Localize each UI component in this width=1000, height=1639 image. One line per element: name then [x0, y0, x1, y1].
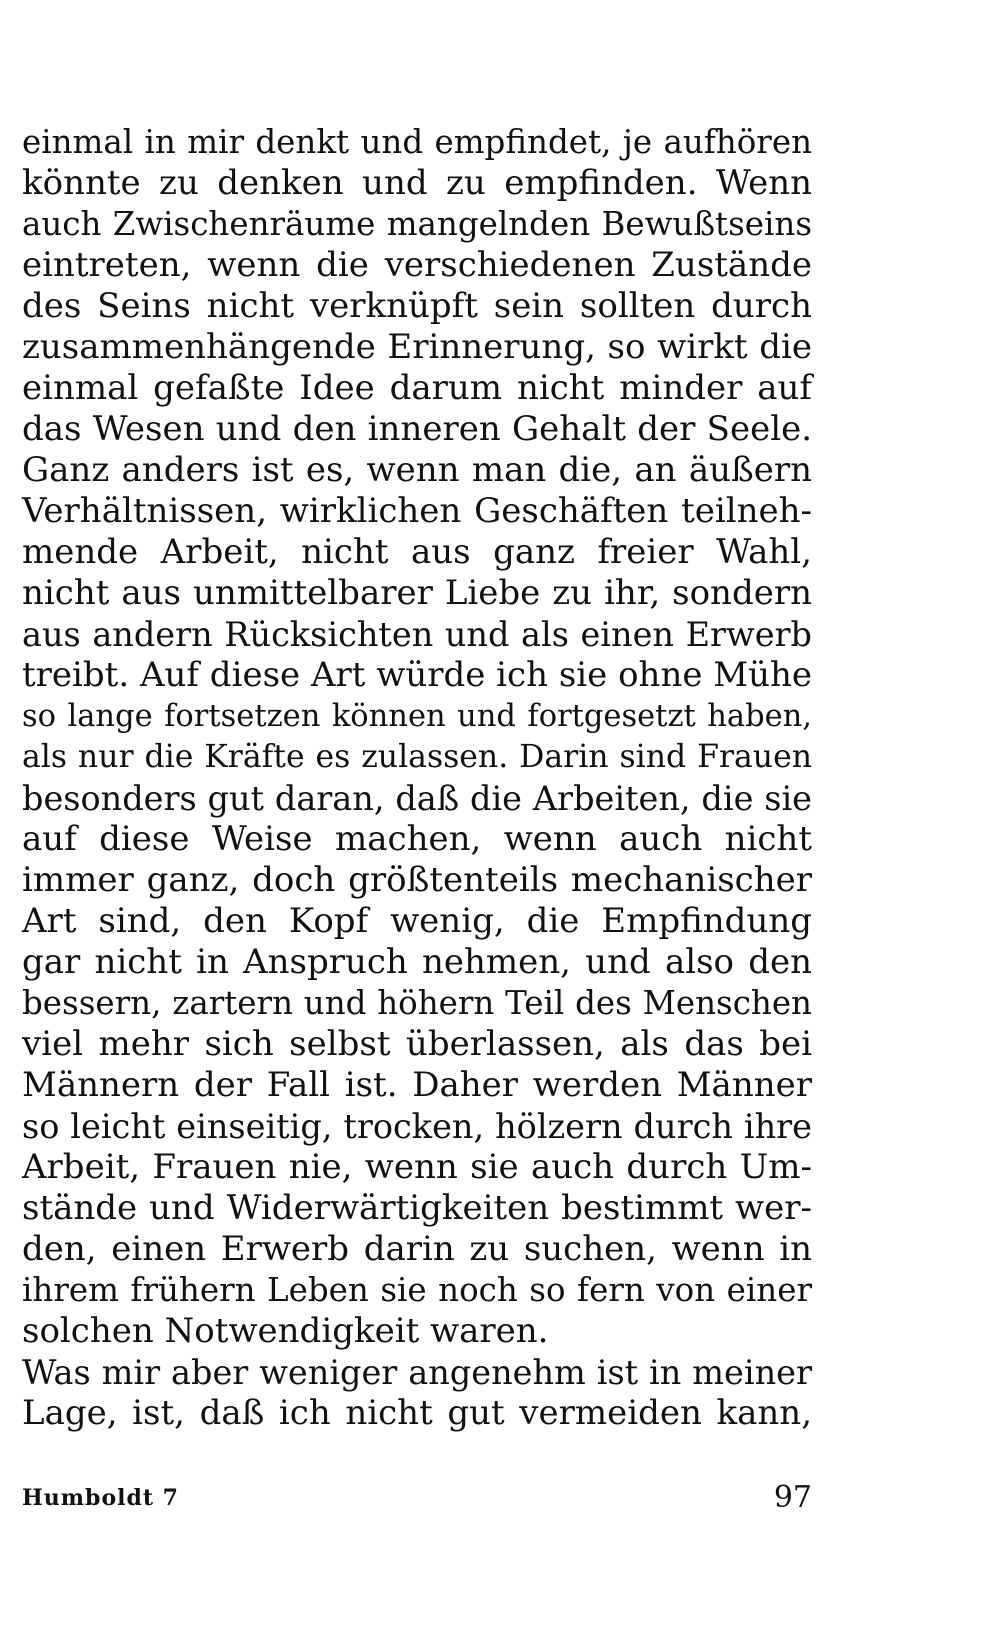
text-line: bessern, zartern und höhern Teil des Menschen: [22, 984, 812, 1022]
text-line: immer ganz, doch größtenteils mechanischer: [22, 860, 812, 900]
text-line: auch Zwischenräume mangelnden Bewußtseins: [22, 205, 812, 243]
text-line: auf diese Weise machen, wenn auch nicht: [22, 819, 812, 859]
text-line: gar nicht in Anspruch nehmen, und also den: [22, 942, 812, 982]
text-line: einmal in mir denkt und empfindet, je aufhören: [22, 123, 812, 161]
text-line: Männern der Fall ist. Daher werden Männer: [22, 1065, 812, 1105]
text-line: Art sind, den Kopf wenig, die Empfindung: [22, 901, 812, 941]
text-line: des Seins nicht verknüpft sein sollten durch: [22, 286, 812, 326]
body-text: [22, 122, 812, 1434]
text-line: stände und Widerwärtigkeiten bestimmt wer-: [22, 1188, 812, 1228]
text-line: treibt. Auf diese Art würde ich sie ohne Mühe: [22, 655, 812, 695]
text-line: könnte zu denken und zu empfinden. Wenn: [22, 163, 812, 203]
text-line: so lange fortsetzen können und fortgesetzt haben,: [22, 699, 812, 734]
text-line: Ganz anders ist es, wenn man die, an äußern: [22, 450, 812, 490]
text-line: ihrem frühern Leben sie noch so fern von einer: [22, 1271, 812, 1309]
text-line: einmal gefaßte Idee darum nicht minder auf: [22, 368, 812, 408]
text-line: den, einen Erwerb darin zu suchen, wenn in: [22, 1229, 812, 1269]
text-line: zusammenhängende Erinnerung, so wirkt die: [22, 327, 812, 367]
text-line: aus andern Rücksichten und als einen Erwerb: [22, 615, 812, 654]
signature-mark: Humboldt 7: [22, 1485, 179, 1511]
text-line: so leicht einseitig, trocken, hölzern durch ihre: [22, 1107, 812, 1146]
text-line: nicht aus unmittelbarer Liebe zu ihr, sondern: [22, 573, 812, 613]
text-line: Verhältnissen, wirklichen Geschäften teilneh-: [22, 491, 812, 531]
text-line: eintreten, wenn die verschiedenen Zustände: [22, 245, 812, 285]
text-line: besonders gut daran, daß die Arbeiten, die sie: [22, 779, 812, 818]
text-line: mende Arbeit, nicht aus ganz freier Wahl,: [22, 532, 812, 572]
text-line: viel mehr sich selbst überlassen, als das bei: [22, 1024, 812, 1064]
text-line: Arbeit, Frauen nie, wenn sie auch durch Um-: [22, 1147, 812, 1187]
page-number: 97: [773, 1480, 812, 1515]
text-line: als nur die Kräfte es zulassen. Darin sind Frauen: [22, 739, 812, 775]
text-line: Was mir aber weniger angenehm ist in meiner: [22, 1353, 812, 1392]
text-line: Lage, ist, daß ich nicht gut vermeiden kann,: [22, 1393, 812, 1433]
text-line: das Wesen und den inneren Gehalt der Seele.: [22, 409, 812, 449]
paragraph-end-line: solchen Notwendigkeit waren.: [22, 1311, 549, 1351]
